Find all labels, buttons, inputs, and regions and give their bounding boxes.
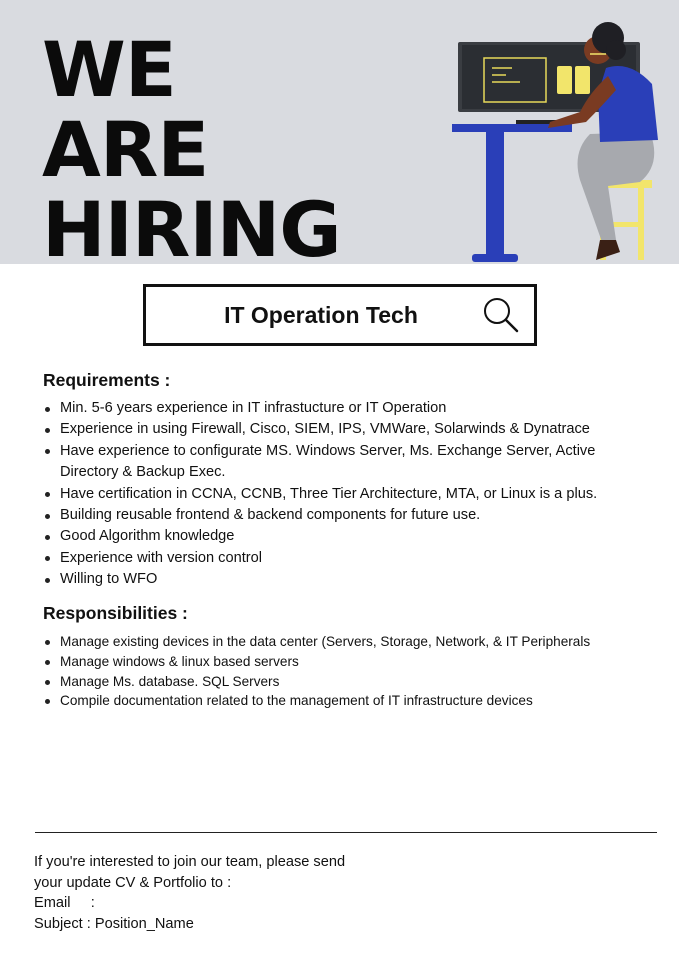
hero-title-line-2: ARE [42,105,209,194]
contact-subject: Subject : Position_Name [34,915,194,932]
list-item: Min. 5-6 years experience in IT infrastucture or IT Operation [43,398,643,419]
list-item: Willing to WFO [43,569,643,590]
hero-title [42,25,341,264]
requirements-heading: Requirements : [43,370,171,390]
search-icon[interactable] [482,296,520,334]
list-item: Experience with version control [43,548,643,569]
list-item: Building reusable frontend & backend components for future use. [43,505,643,526]
hero-banner [0,0,679,264]
position-title: IT Operation Tech [224,302,418,328]
contact-line: If you're interested to join our team, please send [34,854,346,870]
responsibilities-list [43,632,663,711]
contact-email: Email : [34,895,95,912]
list-item: Compile documentation related to the management of IT infrastructure devices [43,691,663,711]
contact-line: your update CV & Portfolio to : [34,874,232,891]
requirements-list [43,398,643,591]
divider [35,832,657,833]
list-item: Manage existing devices in the data center (Servers, Storage, Network, & IT Peripherals [43,632,663,652]
hero-title-line-3: HIRING [42,185,341,264]
position-search-box[interactable] [143,284,537,346]
responsibilities-heading: Responsibilities : [43,603,188,623]
list-item: Good Algorithm knowledge [43,526,643,547]
contact-info [34,852,345,934]
person-at-computer-illustration [440,14,675,264]
list-item: Manage Ms. database. SQL Servers [43,672,663,692]
list-item: Manage windows & linux based servers [43,652,663,672]
hero-title-line-1: WE [42,25,176,114]
list-item: Have certification in CCNA, CCNB, Three Tier Architecture, MTA, or Linux is a plus. [43,484,643,505]
list-item: Have experience to configurate MS. Windows Server, Ms. Exchange Server, Active Directory & Backup Exec. [43,441,643,484]
list-item: Experience in using Firewall, Cisco, SIEM, IPS, VMWare, Solarwinds & Dynatrace [43,419,643,440]
